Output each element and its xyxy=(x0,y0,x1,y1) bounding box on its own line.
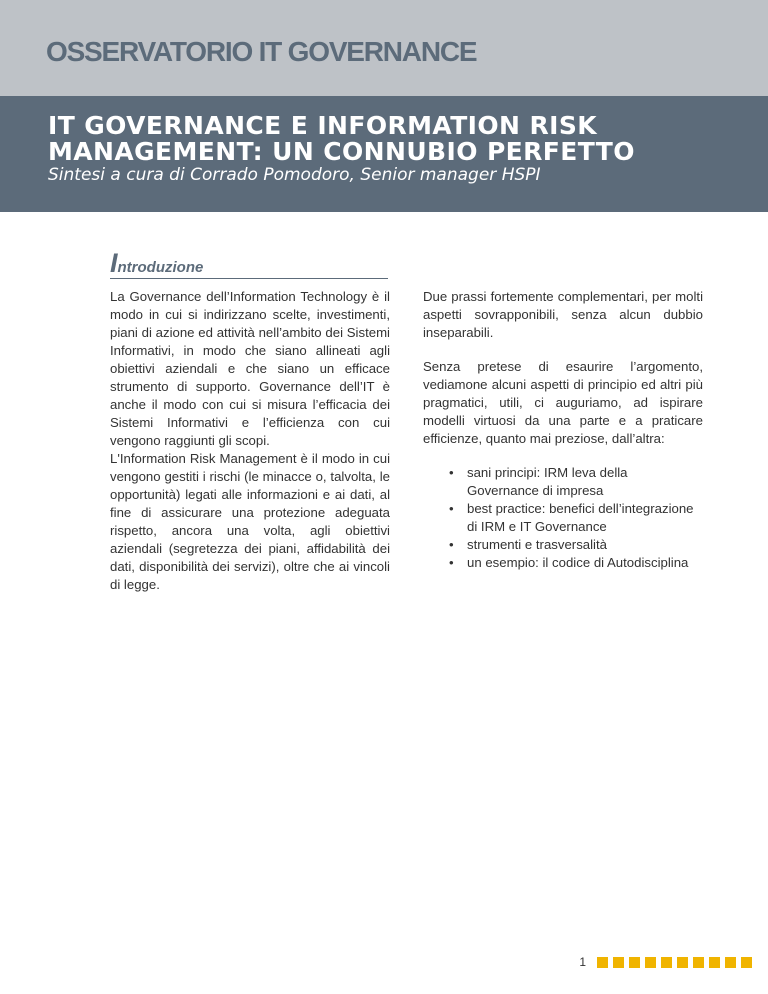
page-number: 1 xyxy=(579,955,586,969)
series-title: OSSERVATORIO IT GOVERNANCE xyxy=(46,36,477,67)
list-item: • best practice: benefici dell’integrazione di IRM e IT Governance xyxy=(423,500,703,536)
section-heading-rule xyxy=(110,278,388,279)
left-paragraph-2: L'Information Risk Management è il modo in cui vengono gestiti i rischi (le minacce o, talvolta, le opportunità) legati alle informazioni e ai dati, al fine di assicurare una protezione adeguata rispetto, ancora una volta, agli obiettivi aziendali (segretezza dei piani, affidabilità dei dati, disponibilità dei servizi), oltre che ai vincoli di legge. xyxy=(110,451,390,592)
topic-list xyxy=(423,464,703,572)
document-subtitle: Sintesi a cura di Corrado Pomodoro, Senior manager HSPI xyxy=(48,165,541,185)
right-paragraph-1: Due prassi fortemente complementari, per molti aspetti sovrapponibili, senza alcun dubbio inseparabili. xyxy=(423,289,703,340)
document-title-line-2: MANAGEMENT: UN CONNUBIO PERFETTO xyxy=(48,137,635,166)
page-footer xyxy=(579,955,752,969)
footer-square xyxy=(693,957,704,968)
left-paragraph-1: La Governance dell’Information Technology è il modo in cui si indirizzano scelte, investimenti, piani di azione ed attività nell’ambito dei Sistemi Informativi, in modo che siano allineati agli obiettivi aziendali e che siano un efficace strumento di supporto. Governance dell’IT è anche il modo con cui si misura l’efficacia dei Sistemi Informativi e l’efficienza con cui vengono raggiunti gli scopi. xyxy=(110,289,390,448)
footer-square xyxy=(709,957,720,968)
footer-square-strip xyxy=(592,957,752,968)
list-item: • un esempio: il codice di Autodisciplina xyxy=(423,554,703,572)
list-item: • strumenti e trasversalità xyxy=(423,536,703,554)
left-column xyxy=(110,288,390,594)
footer-square xyxy=(661,957,672,968)
document-title-line-1: IT GOVERNANCE E INFORMATION RISK xyxy=(48,111,597,140)
document-title xyxy=(48,113,635,165)
right-paragraph-2: Senza pretese di esaurire l’argomento, vediamone alcuni aspetti di principio ed altri più pragmatici, utili, ci auguriamo, ad ispirare modelli virtuosi da una parte e a praticare efficienze, quanto mai preziose, dall’altra: xyxy=(423,359,703,446)
right-column xyxy=(423,288,703,572)
section-heading xyxy=(110,248,203,279)
footer-square xyxy=(645,957,656,968)
footer-square xyxy=(597,957,608,968)
section-heading-rest: ntroduzione xyxy=(117,259,204,276)
footer-square xyxy=(741,957,752,968)
list-item: • sani principi: IRM leva della Governance di impresa xyxy=(423,464,703,500)
footer-square xyxy=(629,957,640,968)
footer-square xyxy=(677,957,688,968)
section-heading-initial: I xyxy=(110,248,118,278)
footer-square xyxy=(725,957,736,968)
footer-square xyxy=(613,957,624,968)
